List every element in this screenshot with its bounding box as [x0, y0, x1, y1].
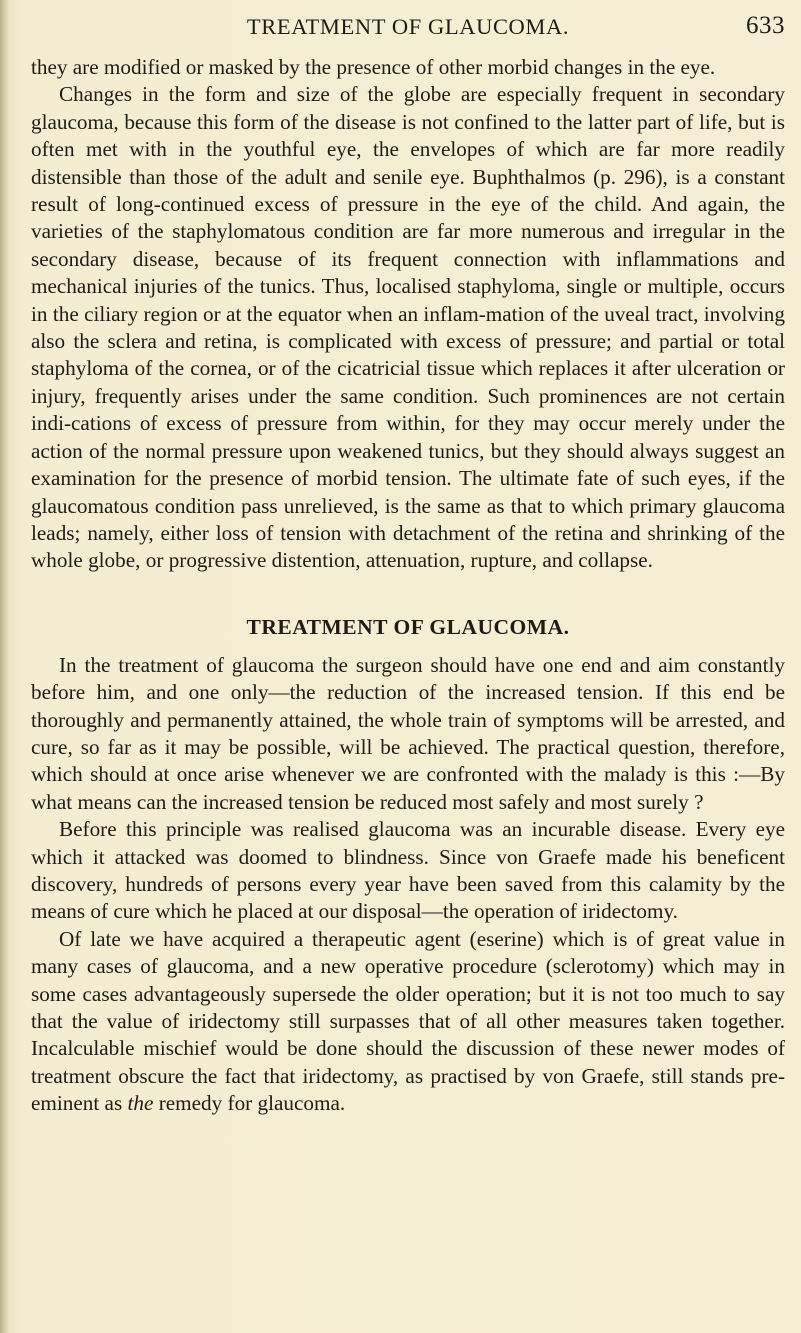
paragraph-before-principle: Before this principle was realised glaucoma was an incurable disease. Every eye which it attacked was doomed to blindness. Since von Graefe made his beneficent discovery, hundreds of persons every year have been saved from this calamity by the means of cure which he placed at our disposal—the operation of iridectomy.: [31, 817, 785, 924]
section-heading: TREATMENT OF GLAUCOMA.: [246, 614, 570, 639]
running-head: [31, 6, 785, 46]
running-title: TREATMENT OF GLAUCOMA.: [246, 14, 570, 39]
continuation-paragraph: they are modified or masked by the presence of other morbid changes in the eye.: [31, 55, 716, 79]
body-text: [31, 54, 785, 1118]
page-number: 633: [746, 12, 785, 39]
page-gutter-shadow: [0, 0, 9, 1333]
paragraph-of-late-ending: remedy for glaucoma.: [158, 1091, 346, 1116]
paragraph-of-late-text: Of late we have acquired a therapeutic agent (eserine) which is of great value in many cases of glaucoma, and a new operative procedure (sclerotomy) which may in some cases advantageously supersede the older operation; but it is not too much to say that the value of iridectomy still surpasses that of all other measures taken together. Incalculable mischief would be done should the discussion of these newer modes of treatment obscure the fact that iridectomy, as practised by von Graefe, still stands pre-eminent as: [31, 926, 785, 1116]
paragraph-treatment-aim: In the treatment of glaucoma the surgeon should have one end and aim constantly before him, and one only—the reduction of the increased tension. If this end be thoroughly and permanently attained, the whole train of symptoms will be arrested, and cure, so far as it may be possible, will be achieved. The practical question, therefore, which should at once arise whenever we are confronted with the malady is this :—By what means can the increased tension be reduced most safely and most surely ?: [31, 652, 785, 814]
paragraph-changes-in-globe: Changes in the form and size of the globe are especially frequent in secondary glaucoma, because this form of the disease is not confined to the latter part of life, but is often met with in the youthful eye, the envelopes of which are far more readily distensible than those of the adult and senile eye. Buphthalmos (p. 296), is a constant result of long-continued excess of pressure in the eye of the child. And again, the varieties of the staphylomatous condition are far more numerous and irregular in the secondary disease, because of its frequent connection with inflammations and mechanical injuries of the tunics. Thus, localised staphyloma, single or multiple, occurs in the ciliary region or at the equator when an inflam-mation of the uveal tract, involving also the sclera and retina, is complicated with excess of pressure; and partial or total staphyloma of the cornea, or of the cicatricial tissue which replaces it after ulceration or injury, frequently arises under the same condition. Such prominences are not certain indi-cations of excess of pressure from within, for they may occur merely under the action of the normal pressure upon weakened tunics, but they should always suggest an examination for the presence of morbid tension. The ultimate fate of such eyes, if the glaucomatous condition pass unrelieved, is the same as that to which primary glaucoma leads; namely, either loss of tension with detachment of the retina and shrinking of the whole globe, or progressive distention, attenuation, rupture, and collapse.: [31, 82, 785, 573]
emphasis-the: the: [127, 1091, 154, 1116]
paragraph-of-late: [31, 926, 785, 1118]
